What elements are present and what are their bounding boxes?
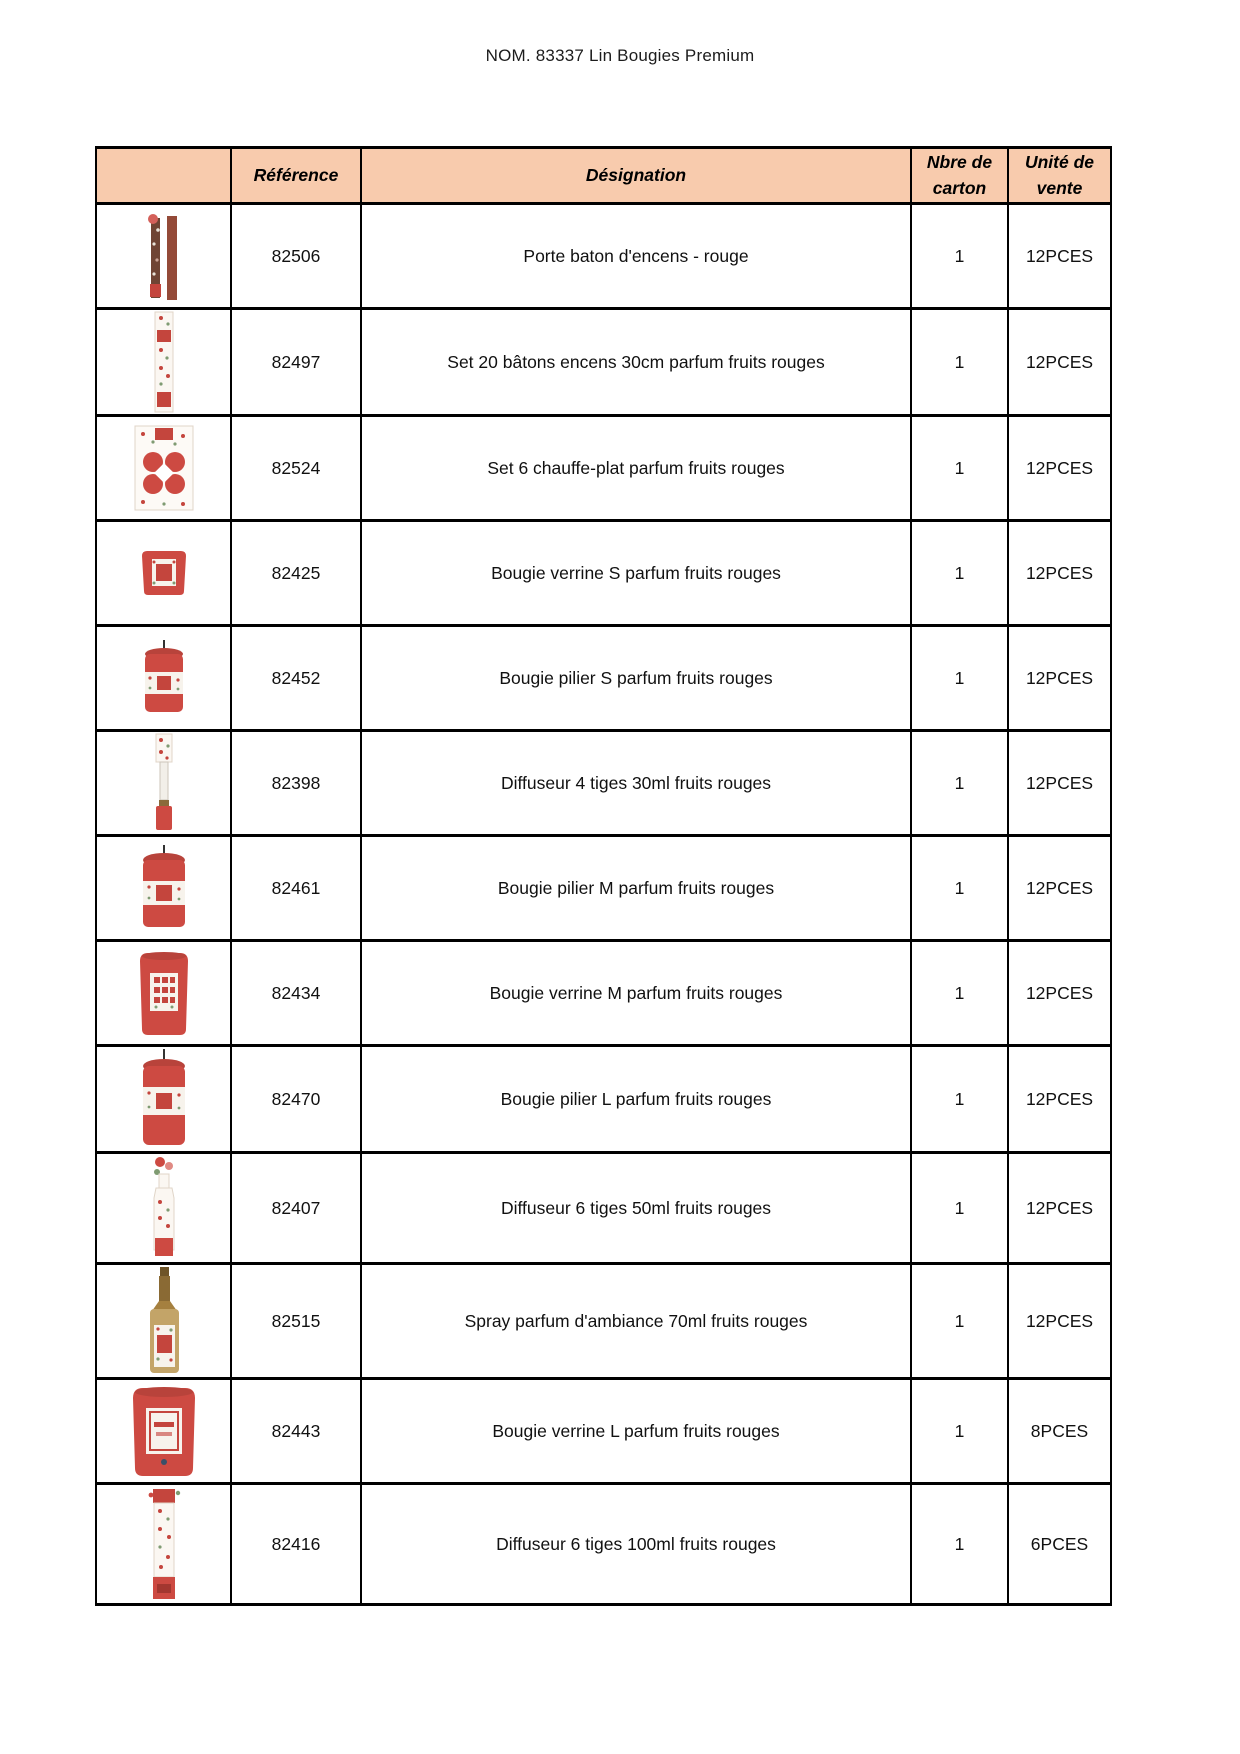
table-row	[96, 1046, 1111, 1153]
votive-candle-s-image	[136, 548, 192, 598]
reference-cell: 82452	[231, 626, 361, 731]
designation-cell: Bougie verrine S parfum fruits rouges	[361, 521, 911, 626]
product-photo-cell	[96, 1484, 231, 1605]
designation-cell: Diffuseur 6 tiges 50ml fruits rouges	[361, 1153, 911, 1264]
reference-cell: 82425	[231, 521, 361, 626]
room-spray-bottle-image	[142, 1265, 186, 1377]
unit-cell: 12PCES	[1008, 836, 1111, 941]
unit-cell: 12PCES	[1008, 309, 1111, 416]
product-photo-cell	[96, 309, 231, 416]
reference-cell: 82398	[231, 731, 361, 836]
unit-cell: 12PCES	[1008, 204, 1111, 309]
unit-cell: 12PCES	[1008, 1264, 1111, 1379]
reference-cell: 82461	[231, 836, 361, 941]
table-header-row	[96, 148, 1111, 204]
cartons-cell: 1	[911, 626, 1008, 731]
product-photo-cell	[96, 1046, 231, 1153]
unit-cell: 12PCES	[1008, 731, 1111, 836]
cartons-cell: 1	[911, 731, 1008, 836]
incense-sticks-box-image	[152, 310, 176, 414]
reference-cell: 82407	[231, 1153, 361, 1264]
tealight-set-box-image	[131, 424, 197, 512]
product-photo-cell	[96, 1264, 231, 1379]
cartons-cell: 1	[911, 416, 1008, 521]
unit-cell: 12PCES	[1008, 626, 1111, 731]
table-row	[96, 1264, 1111, 1379]
table-row	[96, 309, 1111, 416]
reference-cell: 82434	[231, 941, 361, 1046]
designation-cell: Bougie pilier L parfum fruits rouges	[361, 1046, 911, 1153]
diffuser-100ml-image	[144, 1485, 184, 1603]
designation-cell: Diffuseur 6 tiges 100ml fruits rouges	[361, 1484, 911, 1605]
cartons-cell: 1	[911, 1046, 1008, 1153]
page-title: NOM. 83337 Lin Bougies Premium	[485, 46, 755, 65]
votive-candle-m-image	[134, 947, 194, 1039]
reference-cell: 82470	[231, 1046, 361, 1153]
incense-stick-holder-image	[145, 208, 183, 304]
designation-cell: Spray parfum d'ambiance 70ml fruits rouges	[361, 1264, 911, 1379]
cartons-cell: 1	[911, 1264, 1008, 1379]
product-table	[95, 146, 1112, 1606]
unit-cell: 12PCES	[1008, 1153, 1111, 1264]
reference-cell: 82515	[231, 1264, 361, 1379]
header-designation: Désignation	[361, 148, 911, 204]
table-row	[96, 416, 1111, 521]
cartons-cell: 1	[911, 941, 1008, 1046]
designation-cell: Bougie verrine M parfum fruits rouges	[361, 941, 911, 1046]
header-image-column	[96, 148, 231, 204]
cartons-cell: 1	[911, 1153, 1008, 1264]
diffuser-50ml-image	[146, 1154, 182, 1262]
reference-cell: 82506	[231, 204, 361, 309]
product-photo-cell	[96, 731, 231, 836]
designation-cell: Bougie verrine L parfum fruits rouges	[361, 1379, 911, 1484]
product-photo-cell	[96, 416, 231, 521]
reference-cell: 82416	[231, 1484, 361, 1605]
designation-cell: Diffuseur 4 tiges 30ml fruits rouges	[361, 731, 911, 836]
product-photo-cell	[96, 1153, 231, 1264]
designation-cell: Porte baton d'encens - rouge	[361, 204, 911, 309]
table-row	[96, 731, 1111, 836]
unit-cell: 12PCES	[1008, 941, 1111, 1046]
designation-cell: Set 20 bâtons encens 30cm parfum fruits rouges	[361, 309, 911, 416]
table-row	[96, 941, 1111, 1046]
product-photo-cell	[96, 941, 231, 1046]
product-photo-cell	[96, 521, 231, 626]
pillar-candle-l-image	[136, 1047, 192, 1151]
table-row	[96, 626, 1111, 731]
votive-candle-l-image	[125, 1382, 203, 1480]
unit-cell: 8PCES	[1008, 1379, 1111, 1484]
table-row	[96, 1153, 1111, 1264]
reference-cell: 82443	[231, 1379, 361, 1484]
product-photo-cell	[96, 1379, 231, 1484]
product-photo-cell	[96, 626, 231, 731]
unit-cell: 12PCES	[1008, 521, 1111, 626]
pillar-candle-m-image	[137, 843, 191, 933]
cartons-cell: 1	[911, 836, 1008, 941]
header-cartons: Nbre de carton	[911, 148, 1008, 204]
product-photo-cell	[96, 836, 231, 941]
header-unit: Unité de vente	[1008, 148, 1111, 204]
unit-cell: 12PCES	[1008, 416, 1111, 521]
designation-cell: Bougie pilier M parfum fruits rouges	[361, 836, 911, 941]
diffuser-30ml-image	[149, 732, 179, 834]
table-row	[96, 204, 1111, 309]
cartons-cell: 1	[911, 204, 1008, 309]
table-row	[96, 1484, 1111, 1605]
unit-cell: 12PCES	[1008, 1046, 1111, 1153]
table-row	[96, 1379, 1111, 1484]
cartons-cell: 1	[911, 521, 1008, 626]
reference-cell: 82497	[231, 309, 361, 416]
designation-cell: Bougie pilier S parfum fruits rouges	[361, 626, 911, 731]
table-row	[96, 521, 1111, 626]
cartons-cell: 1	[911, 1379, 1008, 1484]
pillar-candle-s-image	[139, 638, 189, 718]
cartons-cell: 1	[911, 309, 1008, 416]
product-photo-cell	[96, 204, 231, 309]
cartons-cell: 1	[911, 1484, 1008, 1605]
header-reference: Référence	[231, 148, 361, 204]
table-row	[96, 836, 1111, 941]
unit-cell: 6PCES	[1008, 1484, 1111, 1605]
designation-cell: Set 6 chauffe-plat parfum fruits rouges	[361, 416, 911, 521]
reference-cell: 82524	[231, 416, 361, 521]
